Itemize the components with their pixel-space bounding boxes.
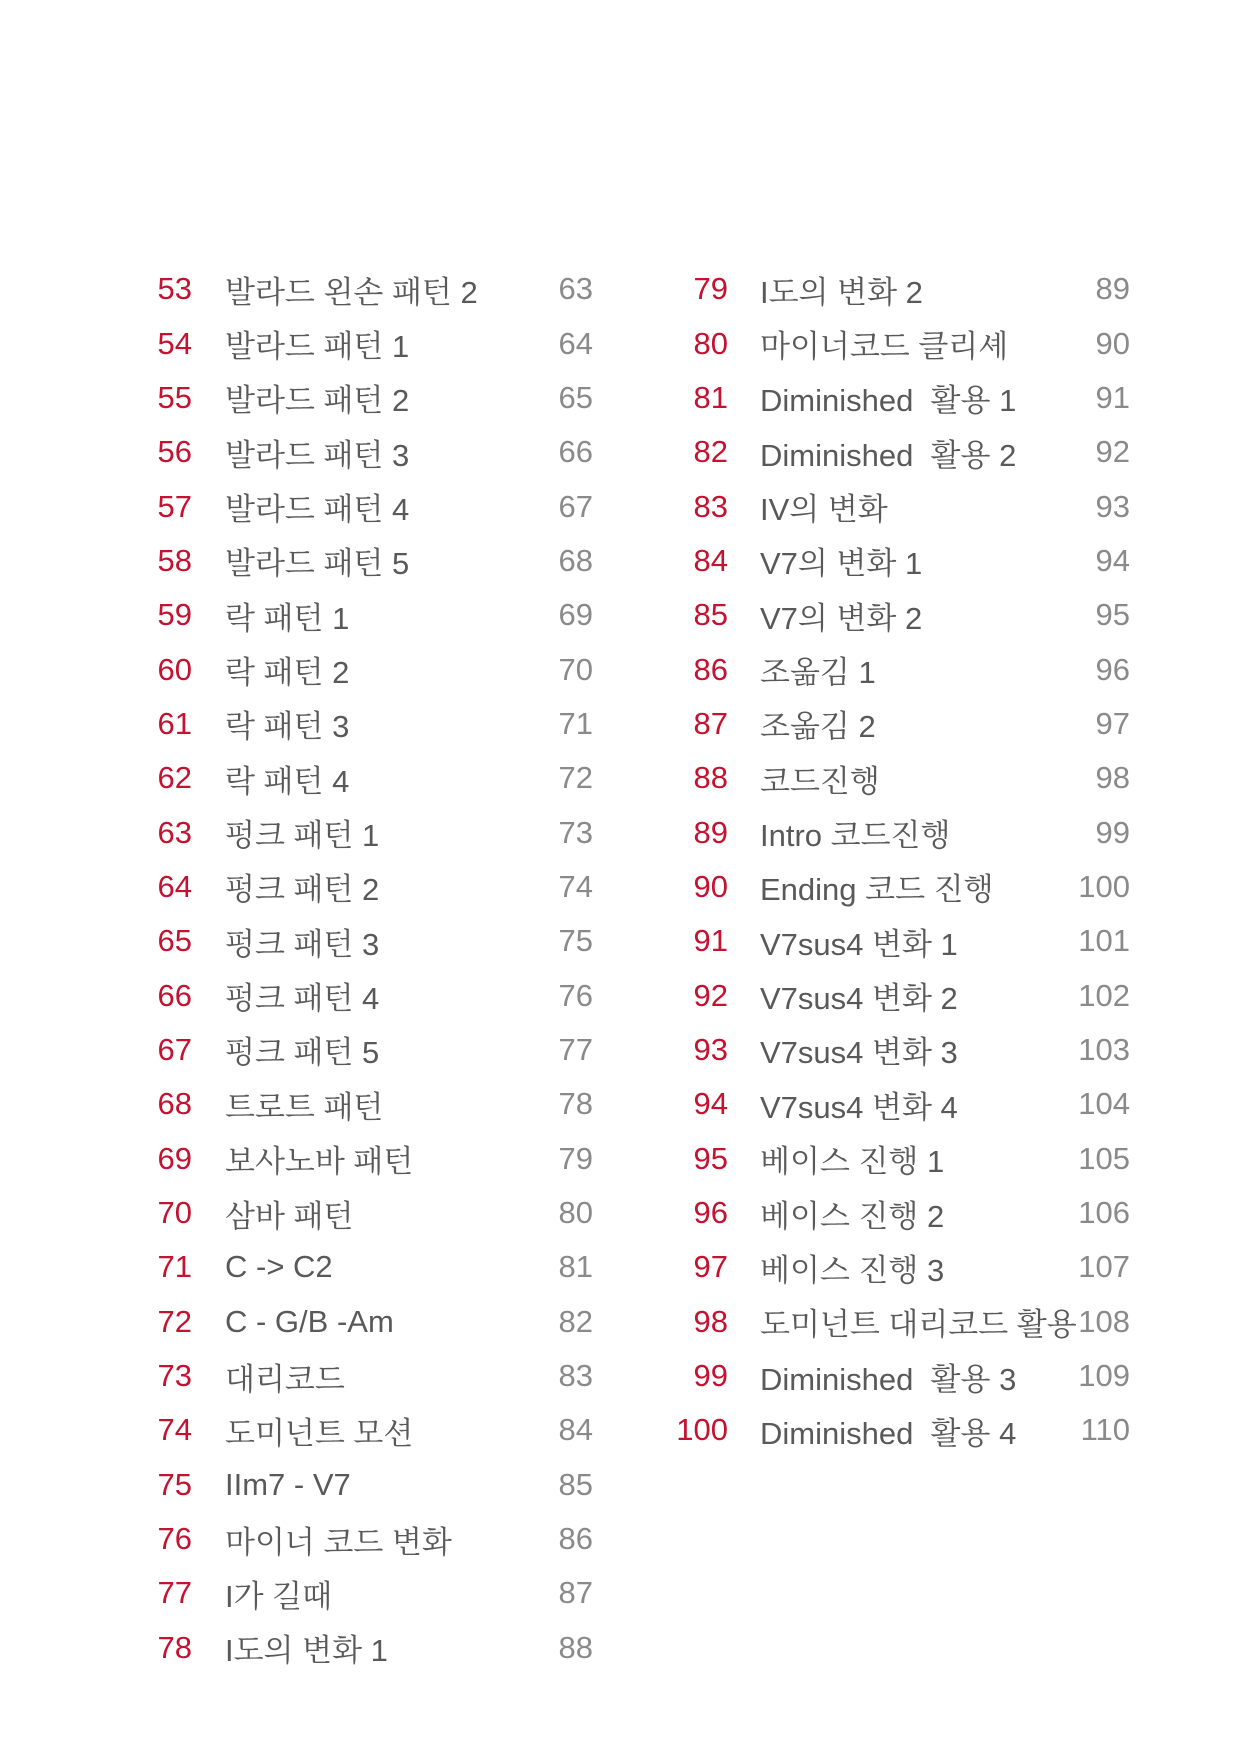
- toc-entry: [100, 479, 593, 533]
- entry-number: 80: [693, 325, 728, 361]
- entry-page: 109: [1078, 1358, 1130, 1394]
- entry-number: 66: [157, 977, 192, 1013]
- entry-number: 87: [693, 705, 728, 741]
- entry-number: 74: [157, 1412, 192, 1448]
- entry-number: 82: [693, 434, 728, 470]
- entry-page: 86: [558, 1521, 593, 1557]
- toc-entry: [100, 1621, 593, 1675]
- entry-title: IIm7 - V7: [225, 1466, 351, 1502]
- entry-title: IV의 변화: [760, 492, 888, 528]
- entry-title: 트로트 패턴: [225, 1089, 384, 1125]
- entry-title: 발라드 패턴 3: [225, 437, 410, 473]
- toc-entry: [100, 1023, 593, 1077]
- toc-entry: [636, 316, 1130, 370]
- entry-number: 91: [693, 923, 728, 959]
- entry-page: 101: [1078, 923, 1130, 959]
- toc-entry: [100, 371, 593, 425]
- toc-entry: [100, 1077, 593, 1131]
- entry-page: 84: [558, 1412, 593, 1448]
- toc-entry: [100, 1566, 593, 1620]
- entry-title: 발라드 패턴 1: [225, 329, 410, 365]
- entry-number: 72: [157, 1303, 192, 1339]
- entry-number: 56: [157, 434, 192, 470]
- toc-entry: [100, 1295, 593, 1349]
- entry-title: I도의 변화 1: [225, 1633, 388, 1669]
- entry-page: 71: [558, 705, 593, 741]
- entry-page: 89: [1095, 271, 1130, 307]
- toc-entry: [636, 1295, 1130, 1349]
- entry-number: 93: [693, 1031, 728, 1067]
- entry-number: 64: [157, 868, 192, 904]
- entry-page: 103: [1078, 1031, 1130, 1067]
- entry-number: 88: [693, 760, 728, 796]
- entry-title: 마이너 코드 변화: [225, 1524, 452, 1560]
- entry-page: 82: [558, 1303, 593, 1339]
- entry-title: 락 패턴 4: [225, 763, 350, 799]
- entry-number: 67: [157, 1031, 192, 1067]
- entry-title: 펑크 패턴 4: [225, 981, 380, 1017]
- toc-entry: [636, 968, 1130, 1022]
- entry-title: 도미넌트 대리코드 활용: [760, 1307, 1077, 1343]
- toc-entry: [100, 1512, 593, 1566]
- entry-page: 99: [1095, 814, 1130, 850]
- entry-page: 102: [1078, 977, 1130, 1013]
- toc-entry: [636, 805, 1130, 859]
- toc-entry: [100, 642, 593, 696]
- entry-number: 65: [157, 923, 192, 959]
- entry-title: I도의 변화 2: [760, 274, 923, 310]
- toc-entry: [100, 1349, 593, 1403]
- entry-title: 펑크 패턴 1: [225, 818, 380, 854]
- entry-page: 65: [558, 379, 593, 415]
- entry-title: C - G/B -Am: [225, 1303, 394, 1339]
- entry-page: 68: [558, 542, 593, 578]
- entry-page: 74: [558, 868, 593, 904]
- entry-page: 72: [558, 760, 593, 796]
- entry-title: Intro 코드진행: [760, 818, 951, 854]
- entry-page: 106: [1078, 1195, 1130, 1231]
- entry-number: 78: [157, 1629, 192, 1665]
- toc-entry: [100, 534, 593, 588]
- entry-title: 발라드 패턴 2: [225, 383, 410, 419]
- entry-number: 96: [693, 1195, 728, 1231]
- entry-page: 70: [558, 651, 593, 687]
- entry-title: V7sus4 변화 4: [760, 1089, 958, 1125]
- toc-entry: [100, 968, 593, 1022]
- toc-entry: [636, 425, 1130, 479]
- entry-title: Diminished 활용 3: [760, 1361, 1017, 1397]
- entry-page: 100: [1078, 868, 1130, 904]
- entry-title: 발라드 패턴 5: [225, 546, 410, 582]
- entry-number: 75: [157, 1466, 192, 1502]
- toc-entry: [100, 1186, 593, 1240]
- entry-number: 76: [157, 1521, 192, 1557]
- entry-page: 105: [1078, 1140, 1130, 1176]
- entry-number: 55: [157, 379, 192, 415]
- entry-page: 83: [558, 1358, 593, 1394]
- entry-title: C -> C2: [225, 1249, 333, 1285]
- entry-title: 락 패턴 1: [225, 600, 350, 636]
- entry-number: 59: [157, 597, 192, 633]
- entry-number: 89: [693, 814, 728, 850]
- entry-number: 92: [693, 977, 728, 1013]
- entry-number: 86: [693, 651, 728, 687]
- entry-title: V7sus4 변화 3: [760, 1035, 958, 1071]
- entry-title: 베이스 진행 3: [760, 1252, 945, 1288]
- entry-page: 92: [1095, 434, 1130, 470]
- entry-page: 87: [558, 1575, 593, 1611]
- entry-page: 77: [558, 1031, 593, 1067]
- entry-page: 81: [558, 1249, 593, 1285]
- entry-title: Diminished 활용 1: [760, 383, 1017, 419]
- toc-entry: [636, 1240, 1130, 1294]
- entry-title: 코드진행: [760, 763, 880, 799]
- toc-entry: [100, 316, 593, 370]
- entry-page: 108: [1078, 1303, 1130, 1339]
- entry-number: 79: [693, 271, 728, 307]
- entry-title: Diminished 활용 2: [760, 437, 1017, 473]
- toc-entry: [100, 1403, 593, 1457]
- entry-title: 베이스 진행 2: [760, 1198, 945, 1234]
- toc-entry: [100, 1132, 593, 1186]
- toc-entry: [636, 642, 1130, 696]
- entry-title: 마이너코드 클리셰: [760, 329, 1009, 365]
- toc-entry: [100, 588, 593, 642]
- entry-number: 85: [693, 597, 728, 633]
- entry-page: 93: [1095, 488, 1130, 524]
- entry-title: 락 패턴 2: [225, 655, 350, 691]
- toc-entry: [100, 860, 593, 914]
- toc-entry: [636, 914, 1130, 968]
- entry-page: 69: [558, 597, 593, 633]
- entry-number: 62: [157, 760, 192, 796]
- entry-number: 100: [676, 1412, 728, 1448]
- entry-number: 77: [157, 1575, 192, 1611]
- entry-number: 71: [157, 1249, 192, 1285]
- entry-title: 보사노바 패턴: [225, 1144, 414, 1180]
- toc-entry: [636, 697, 1130, 751]
- entry-page: 73: [558, 814, 593, 850]
- toc-entry: [636, 1403, 1130, 1457]
- entry-page: 63: [558, 271, 593, 307]
- entry-page: 97: [1095, 705, 1130, 741]
- entry-title: 펑크 패턴 3: [225, 926, 380, 962]
- entry-title: Ending 코드 진행: [760, 872, 994, 908]
- entry-page: 64: [558, 325, 593, 361]
- entry-page: 91: [1095, 379, 1130, 415]
- entry-title: 대리코드: [225, 1361, 345, 1397]
- toc-entry: [100, 914, 593, 968]
- entry-number: 60: [157, 651, 192, 687]
- entry-number: 83: [693, 488, 728, 524]
- entry-title: 펑크 패턴 5: [225, 1035, 380, 1071]
- entry-title: V7sus4 변화 2: [760, 981, 958, 1017]
- entry-page: 79: [558, 1140, 593, 1176]
- entry-page: 98: [1095, 760, 1130, 796]
- entry-title: I가 길때: [225, 1578, 333, 1614]
- entry-number: 54: [157, 325, 192, 361]
- entry-number: 69: [157, 1140, 192, 1176]
- entry-page: 96: [1095, 651, 1130, 687]
- entry-number: 90: [693, 868, 728, 904]
- entry-title: 락 패턴 3: [225, 709, 350, 745]
- entry-title: 베이스 진행 1: [760, 1144, 945, 1180]
- toc-entry: [100, 425, 593, 479]
- entry-page: 85: [558, 1466, 593, 1502]
- entry-number: 63: [157, 814, 192, 850]
- entry-number: 81: [693, 379, 728, 415]
- toc-entry: [100, 751, 593, 805]
- entry-title: Diminished 활용 4: [760, 1415, 1017, 1451]
- toc-entry: [100, 697, 593, 751]
- entry-title: 삼바 패턴: [225, 1198, 354, 1234]
- toc-column-left: [100, 262, 593, 1675]
- entry-page: 94: [1095, 542, 1130, 578]
- entry-page: 78: [558, 1086, 593, 1122]
- entry-number: 53: [157, 271, 192, 307]
- toc-entry: [636, 371, 1130, 425]
- entry-title: V7의 변화 1: [760, 546, 923, 582]
- entry-number: 95: [693, 1140, 728, 1176]
- entry-number: 94: [693, 1086, 728, 1122]
- entry-title: 도미넌트 모션: [225, 1415, 414, 1451]
- entry-page: 75: [558, 923, 593, 959]
- entry-number: 97: [693, 1249, 728, 1285]
- entry-number: 57: [157, 488, 192, 524]
- entry-page: 67: [558, 488, 593, 524]
- toc-entry: [636, 534, 1130, 588]
- entry-number: 73: [157, 1358, 192, 1394]
- entry-page: 80: [558, 1195, 593, 1231]
- entry-page: 88: [558, 1629, 593, 1665]
- entry-page: 90: [1095, 325, 1130, 361]
- entry-number: 61: [157, 705, 192, 741]
- entry-number: 99: [693, 1358, 728, 1394]
- toc-entry: [100, 805, 593, 859]
- toc-entry: [100, 262, 593, 316]
- entry-title: 조옮김 1: [760, 655, 876, 691]
- toc-entry: [636, 1023, 1130, 1077]
- toc-entry: [100, 1240, 593, 1294]
- entry-title: 펑크 패턴 2: [225, 872, 380, 908]
- entry-title: V7의 변화 2: [760, 600, 923, 636]
- entry-page: 76: [558, 977, 593, 1013]
- entry-page: 104: [1078, 1086, 1130, 1122]
- toc-entry: [100, 1458, 593, 1512]
- entry-title: 발라드 왼손 패턴 2: [225, 274, 478, 310]
- entry-page: 95: [1095, 597, 1130, 633]
- toc-entry: [636, 588, 1130, 642]
- entry-page: 110: [1080, 1412, 1130, 1448]
- toc-entry: [636, 262, 1130, 316]
- toc-entry: [636, 1077, 1130, 1131]
- entry-number: 58: [157, 542, 192, 578]
- toc-entry: [636, 1349, 1130, 1403]
- entry-title: 조옮김 2: [760, 709, 876, 745]
- entry-number: 68: [157, 1086, 192, 1122]
- toc-entry: [636, 751, 1130, 805]
- toc-column-right: [636, 262, 1130, 1458]
- entry-number: 84: [693, 542, 728, 578]
- toc-entry: [636, 860, 1130, 914]
- entry-page: 107: [1078, 1249, 1130, 1285]
- entry-title: V7sus4 변화 1: [760, 926, 958, 962]
- toc-entry: [636, 479, 1130, 533]
- entry-title: 발라드 패턴 4: [225, 492, 410, 528]
- entry-number: 98: [693, 1303, 728, 1339]
- toc-entry: [636, 1132, 1130, 1186]
- toc-entry: [636, 1186, 1130, 1240]
- entry-number: 70: [157, 1195, 192, 1231]
- entry-page: 66: [558, 434, 593, 470]
